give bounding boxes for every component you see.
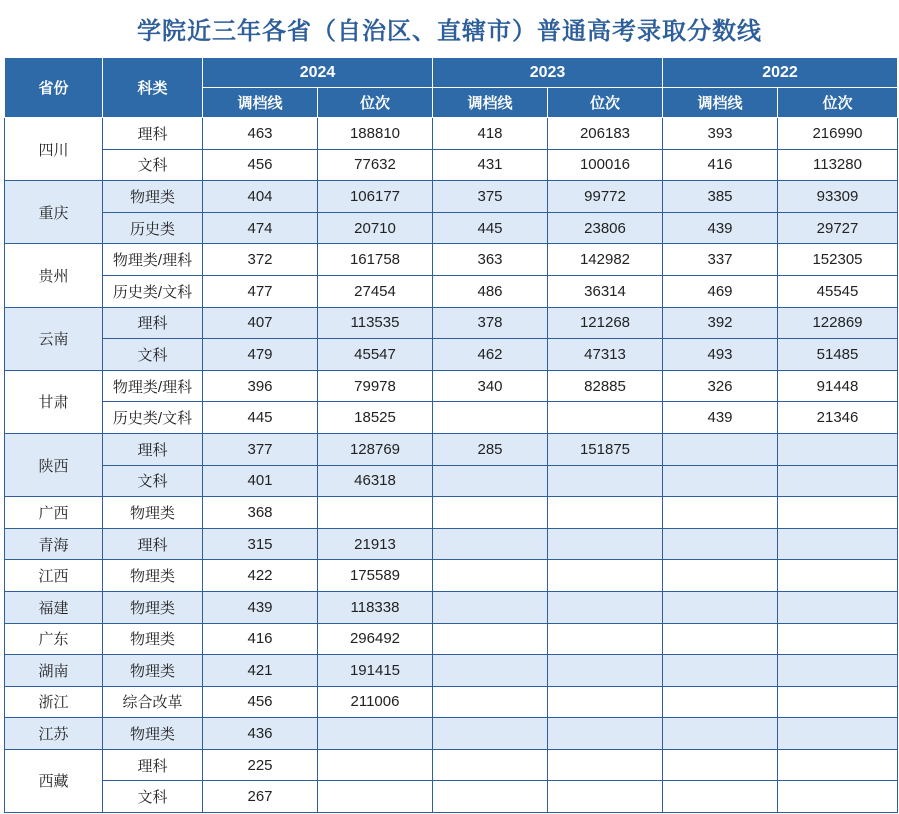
table-row	[5, 465, 898, 497]
subject-cell: 历史类/文科	[103, 402, 203, 434]
score-cell: 378	[433, 307, 548, 339]
rank-cell: 118338	[318, 591, 433, 623]
rank-cell: 29727	[778, 212, 898, 244]
rank-cell: 91448	[778, 370, 898, 402]
score-cell	[433, 591, 548, 623]
rank-cell: 128769	[318, 433, 433, 465]
subject-cell: 物理类	[103, 181, 203, 213]
rank-cell: 100016	[548, 149, 663, 181]
rank-cell	[778, 623, 898, 655]
table-row	[5, 591, 898, 623]
score-cell: 439	[663, 402, 778, 434]
table-row	[5, 560, 898, 592]
score-cell	[663, 465, 778, 497]
score-cell: 416	[203, 623, 318, 655]
subject-cell: 历史类	[103, 212, 203, 244]
subject-cell: 物理类/理科	[103, 244, 203, 276]
score-cell: 463	[203, 118, 318, 150]
rank-cell: 152305	[778, 244, 898, 276]
subject-cell: 文科	[103, 149, 203, 181]
table-row	[5, 718, 898, 750]
rank-cell: 216990	[778, 118, 898, 150]
province-cell: 广东	[5, 623, 103, 655]
rank-cell: 106177	[318, 181, 433, 213]
score-cell: 396	[203, 370, 318, 402]
table-row	[5, 275, 898, 307]
rank-cell	[318, 497, 433, 529]
score-cell	[663, 749, 778, 781]
score-cell: 337	[663, 244, 778, 276]
score-cell: 469	[663, 275, 778, 307]
rank-cell: 36314	[548, 275, 663, 307]
rank-cell: 20710	[318, 212, 433, 244]
rank-cell	[548, 686, 663, 718]
score-cell	[663, 433, 778, 465]
rank-cell: 93309	[778, 181, 898, 213]
score-cell	[433, 623, 548, 655]
table-body	[5, 118, 898, 813]
rank-cell	[548, 749, 663, 781]
rank-cell: 51485	[778, 339, 898, 371]
score-cell: 225	[203, 749, 318, 781]
table-row	[5, 244, 898, 276]
score-cell	[663, 591, 778, 623]
score-cell	[663, 781, 778, 813]
score-cell: 439	[203, 591, 318, 623]
rank-cell	[548, 623, 663, 655]
table-row	[5, 433, 898, 465]
province-cell: 湖南	[5, 655, 103, 687]
rank-cell	[318, 781, 433, 813]
subject-cell: 文科	[103, 465, 203, 497]
rank-cell: 46318	[318, 465, 433, 497]
admission-score-table	[4, 57, 898, 813]
table-header	[5, 58, 898, 118]
subject-cell: 物理类	[103, 591, 203, 623]
subject-cell: 综合改革	[103, 686, 203, 718]
table-row	[5, 749, 898, 781]
province-cell: 重庆	[5, 181, 103, 244]
rank-cell	[778, 528, 898, 560]
rank-cell	[778, 749, 898, 781]
score-cell: 375	[433, 181, 548, 213]
subject-cell: 物理类/理科	[103, 370, 203, 402]
rank-cell: 206183	[548, 118, 663, 150]
rank-cell	[548, 560, 663, 592]
score-cell: 431	[433, 149, 548, 181]
score-cell	[433, 402, 548, 434]
subject-cell: 物理类	[103, 655, 203, 687]
rank-cell	[778, 686, 898, 718]
rank-cell	[548, 497, 663, 529]
rank-cell	[778, 465, 898, 497]
score-cell: 439	[663, 212, 778, 244]
rank-cell	[778, 718, 898, 750]
subject-cell: 物理类	[103, 560, 203, 592]
province-cell: 江西	[5, 560, 103, 592]
rank-cell	[548, 402, 663, 434]
score-cell	[663, 528, 778, 560]
province-cell: 西藏	[5, 749, 103, 812]
rank-cell: 47313	[548, 339, 663, 371]
score-cell: 436	[203, 718, 318, 750]
score-cell	[663, 623, 778, 655]
table-row	[5, 370, 898, 402]
table-row	[5, 528, 898, 560]
table-row	[5, 402, 898, 434]
province-cell: 贵州	[5, 244, 103, 307]
score-cell: 479	[203, 339, 318, 371]
score-cell: 421	[203, 655, 318, 687]
rank-cell	[318, 749, 433, 781]
score-cell: 418	[433, 118, 548, 150]
score-cell	[433, 749, 548, 781]
rank-cell: 45547	[318, 339, 433, 371]
rank-header: 位次	[778, 88, 898, 118]
rank-cell: 21346	[778, 402, 898, 434]
score-cell: 340	[433, 370, 548, 402]
rank-cell: 175589	[318, 560, 433, 592]
rank-cell: 151875	[548, 433, 663, 465]
score-cell: 285	[433, 433, 548, 465]
score-cell: 474	[203, 212, 318, 244]
page-title: 学院近三年各省（自治区、直辖市）普通高考录取分数线	[137, 17, 762, 45]
table-row	[5, 655, 898, 687]
score-cell: 445	[433, 212, 548, 244]
subject-cell: 理科	[103, 749, 203, 781]
score-cell	[663, 718, 778, 750]
province-cell: 青海	[5, 528, 103, 560]
rank-cell: 113535	[318, 307, 433, 339]
score-cell: 404	[203, 181, 318, 213]
score-cell	[663, 686, 778, 718]
subject-cell: 物理类	[103, 718, 203, 750]
province-cell: 四川	[5, 118, 103, 181]
rank-cell	[548, 781, 663, 813]
score-header: 调档线	[203, 88, 318, 118]
score-cell: 486	[433, 275, 548, 307]
table-row	[5, 497, 898, 529]
subject-cell: 物理类	[103, 623, 203, 655]
score-cell	[433, 655, 548, 687]
score-cell	[433, 781, 548, 813]
table-row	[5, 339, 898, 371]
rank-cell	[778, 433, 898, 465]
rank-cell	[548, 591, 663, 623]
rank-cell: 211006	[318, 686, 433, 718]
score-cell: 392	[663, 307, 778, 339]
province-cell: 甘肃	[5, 370, 103, 433]
subject-cell: 物理类	[103, 497, 203, 529]
rank-cell: 188810	[318, 118, 433, 150]
score-header: 调档线	[663, 88, 778, 118]
rank-cell	[778, 497, 898, 529]
province-cell: 云南	[5, 307, 103, 370]
rank-cell: 191415	[318, 655, 433, 687]
table-row	[5, 307, 898, 339]
rank-cell	[548, 718, 663, 750]
score-cell: 385	[663, 181, 778, 213]
score-cell: 456	[203, 686, 318, 718]
rank-cell: 142982	[548, 244, 663, 276]
score-cell: 393	[663, 118, 778, 150]
rank-cell: 122869	[778, 307, 898, 339]
score-cell	[433, 465, 548, 497]
score-cell: 377	[203, 433, 318, 465]
table-row	[5, 623, 898, 655]
score-cell: 416	[663, 149, 778, 181]
subject-header: 科类	[103, 58, 203, 118]
score-cell	[663, 560, 778, 592]
table-row	[5, 686, 898, 718]
table-row	[5, 181, 898, 213]
province-cell: 浙江	[5, 686, 103, 718]
rank-cell	[778, 781, 898, 813]
rank-cell	[548, 465, 663, 497]
rank-cell: 82885	[548, 370, 663, 402]
score-cell: 363	[433, 244, 548, 276]
score-cell: 407	[203, 307, 318, 339]
score-cell: 267	[203, 781, 318, 813]
rank-cell: 27454	[318, 275, 433, 307]
score-cell: 462	[433, 339, 548, 371]
score-cell: 401	[203, 465, 318, 497]
rank-cell: 161758	[318, 244, 433, 276]
rank-cell: 296492	[318, 623, 433, 655]
subject-cell: 理科	[103, 307, 203, 339]
rank-cell	[548, 655, 663, 687]
score-cell: 422	[203, 560, 318, 592]
province-cell: 福建	[5, 591, 103, 623]
score-cell: 456	[203, 149, 318, 181]
table-row	[5, 118, 898, 150]
score-cell: 326	[663, 370, 778, 402]
rank-cell	[778, 591, 898, 623]
score-header: 调档线	[433, 88, 548, 118]
score-cell: 372	[203, 244, 318, 276]
rank-cell: 18525	[318, 402, 433, 434]
rank-cell: 79978	[318, 370, 433, 402]
rank-cell	[318, 718, 433, 750]
score-cell	[663, 655, 778, 687]
rank-cell	[778, 655, 898, 687]
province-cell: 陕西	[5, 433, 103, 496]
rank-cell	[548, 528, 663, 560]
score-cell: 368	[203, 497, 318, 529]
score-cell	[663, 497, 778, 529]
table-row	[5, 781, 898, 813]
subject-cell: 理科	[103, 528, 203, 560]
subject-cell: 历史类/文科	[103, 275, 203, 307]
rank-cell: 99772	[548, 181, 663, 213]
score-cell: 493	[663, 339, 778, 371]
rank-header: 位次	[318, 88, 433, 118]
score-cell: 445	[203, 402, 318, 434]
score-cell	[433, 718, 548, 750]
subject-cell: 文科	[103, 781, 203, 813]
province-cell: 江苏	[5, 718, 103, 750]
rank-cell: 45545	[778, 275, 898, 307]
rank-cell	[778, 560, 898, 592]
year-header-2023: 2023	[433, 58, 663, 88]
subject-cell: 文科	[103, 339, 203, 371]
subject-cell: 理科	[103, 118, 203, 150]
year-header-2024: 2024	[203, 58, 433, 88]
rank-cell: 21913	[318, 528, 433, 560]
year-header-2022: 2022	[663, 58, 898, 88]
score-cell	[433, 686, 548, 718]
rank-header: 位次	[548, 88, 663, 118]
rank-cell: 23806	[548, 212, 663, 244]
rank-cell: 121268	[548, 307, 663, 339]
province-cell: 广西	[5, 497, 103, 529]
score-cell	[433, 528, 548, 560]
rank-cell: 113280	[778, 149, 898, 181]
table-row	[5, 149, 898, 181]
province-header: 省份	[5, 58, 103, 118]
subject-cell: 理科	[103, 433, 203, 465]
score-cell: 315	[203, 528, 318, 560]
score-cell: 477	[203, 275, 318, 307]
table-row	[5, 212, 898, 244]
score-cell	[433, 497, 548, 529]
rank-cell: 77632	[318, 149, 433, 181]
score-cell	[433, 560, 548, 592]
